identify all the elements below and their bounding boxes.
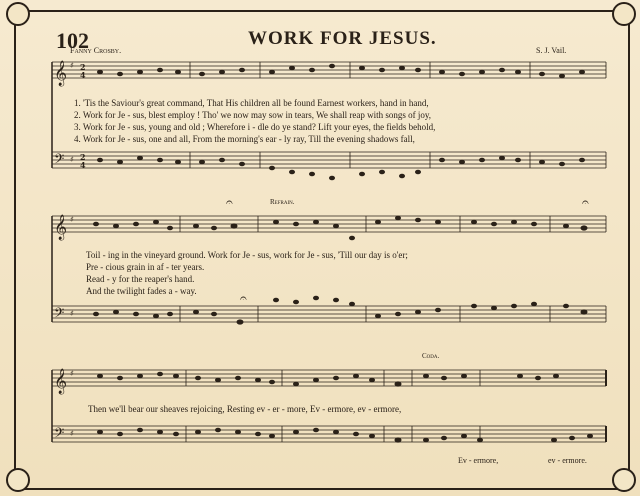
verse-3-line: 3. Work for Je - sus, young and old ; Wherefore i - dle do ye stand? Lift your eyes, the fields behold, [74,122,436,132]
sharp-icon: ♯ [70,429,74,438]
bass-lyric: Ev - ermore, [458,456,499,465]
treble-clef-icon: 𝄞 [54,215,68,240]
time-signature: 2 [80,152,86,162]
verse-1-line: 1. 'Tis the Saviour's great command, That His children all be found Earnest workers, hand in hand, [74,98,429,108]
sharp-icon: ♯ [70,155,74,164]
hymn-title: WORK FOR JESUS. [248,28,437,49]
lyric-line: And the twilight fades a - way. [86,286,197,296]
sharp-icon: ♯ [70,61,74,70]
fermata-icon: 𝄐 [582,195,589,209]
fermata-icon: 𝄐 [226,195,233,209]
hymn-composer: S. J. Vail. [536,46,567,55]
bass-clef-icon: 𝄢 [54,305,65,324]
hymn-number: 102 [56,28,89,53]
lyric-line: Toil - ing in the vineyard ground. Work for Je - sus, work for Je - sus, 'Till our day is o'er; [86,250,408,260]
hymn-author: Fanny Crosby. [70,46,122,55]
lyric-line: Then we'll bear our sheaves rejoicing, Resting ev - er - more, Ev - ermore, ev - ermore, [88,404,402,414]
time-signature: 4 [80,70,86,80]
time-signature: 4 [80,160,86,170]
sharp-icon: ♯ [70,215,74,224]
bass-lyric: ev - ermore. [548,456,587,465]
bass-clef-icon: 𝄢 [54,425,65,444]
refrain-label: Refrain. [270,198,295,206]
time-signature: 2 [80,62,86,72]
treble-clef-icon: 𝄞 [54,369,68,394]
verse-2-line: 2. Work for Je - sus, blest employ ! Tho' we now may sow in tears, We shall reap with songs of joy, [74,110,432,120]
treble-clef-icon: 𝄞 [54,61,68,86]
lyric-line: Pre - cious grain in af - ter years. [86,262,205,272]
lyric-line: Read - y for the reaper's hand. [86,274,195,284]
verse-4-line: 4. Work for Je - sus, one and all, From the morning's ear - ly ray, Till the evening shadows fall, [74,134,415,144]
fermata-icon: 𝄐 [240,291,247,305]
bass-clef-icon: 𝄢 [54,151,65,170]
sharp-icon: ♯ [70,369,74,378]
sharp-icon: ♯ [70,309,74,318]
coda-label: Coda. [422,352,440,360]
